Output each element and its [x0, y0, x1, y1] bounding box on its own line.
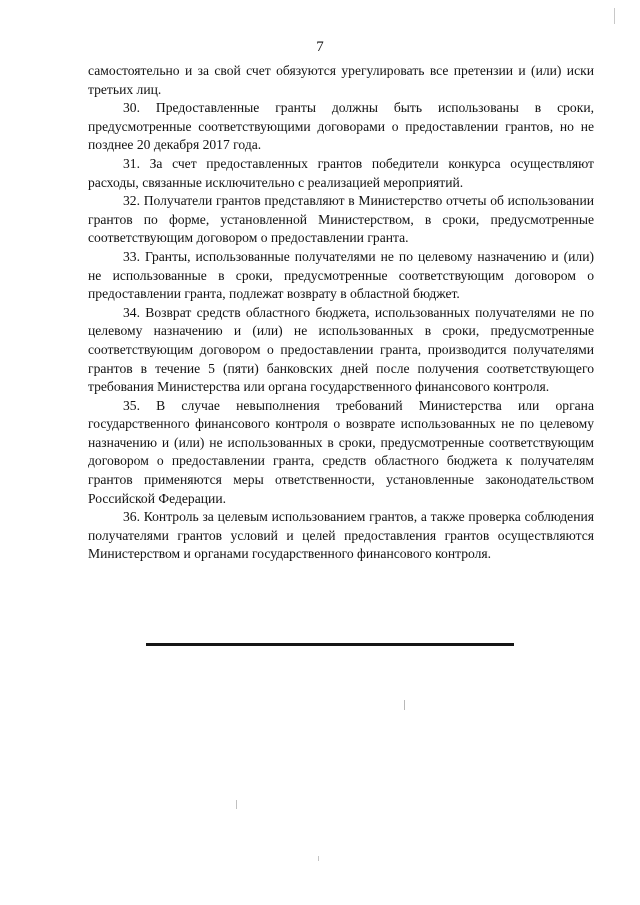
paragraph-31: 31. За счет предоставленных грантов победители конкурса осуществляют расходы, связанные исключительно с реализацией мероприятий. — [88, 155, 594, 190]
scan-speck — [236, 800, 237, 809]
paragraph-36: 36. Контроль за целевым использованием грантов, а также проверка соблюдения получателями грантов условий и целей предоставления грантов осуществляются Министерством и органами государственного финансового контроля. — [88, 509, 594, 562]
paragraph-continuation: самостоятельно и за свой счет обязуются урегулировать все претензии и (или) иски третьих лиц. — [88, 63, 594, 97]
page-number: 7 — [316, 39, 324, 55]
scan-speck — [318, 856, 319, 861]
paragraph-34: 34. Возврат средств областного бюджета, использованных получателями не по целевому назначению и (или) не использованных в сроки, предусмотренные соответствующим договором о предоставлении гранта, производится получателями грантов в течение 5 (пяти) банковских дней после получения соответствующего требования Министерства или органа государственного финансового контроля. — [88, 304, 594, 395]
end-of-document-rule — [146, 643, 514, 646]
paragraph-35: 35. В случае невыполнения требований Министерства или органа государственного финансового контроля о возврате использованных не по целевому назначению и (или) не использованных в сроки, предусмотренные соответствующим договором о предоставлении гранта, средств областного бюджета к получателям грантов применяются меры ответственности, установленные законодательством Российской Федерации. — [88, 397, 594, 506]
scan-speck — [404, 700, 405, 710]
paragraph-33: 33. Гранты, использованные получателями не по целевому назначению и (или) не использованные в сроки, предусмотренные соответствующим договором о предоставлении гранта, подлежат возврату в областной бюджет. — [88, 248, 594, 302]
document-body — [88, 62, 594, 564]
scan-speck — [614, 8, 615, 24]
paragraph-30: 30. Предоставленные гранты должны быть использованы в сроки, предусмотренные соответствующими договорами о предоставлении грантов, но не позднее 20 декабря 2017 года. — [88, 100, 594, 153]
paragraph-32: 32. Получатели грантов представляют в Министерство отчеты об использовании грантов по форме, установленной Министерством, в сроки, предусмотренные соответствующим договором о предоставлении гранта. — [88, 193, 594, 246]
